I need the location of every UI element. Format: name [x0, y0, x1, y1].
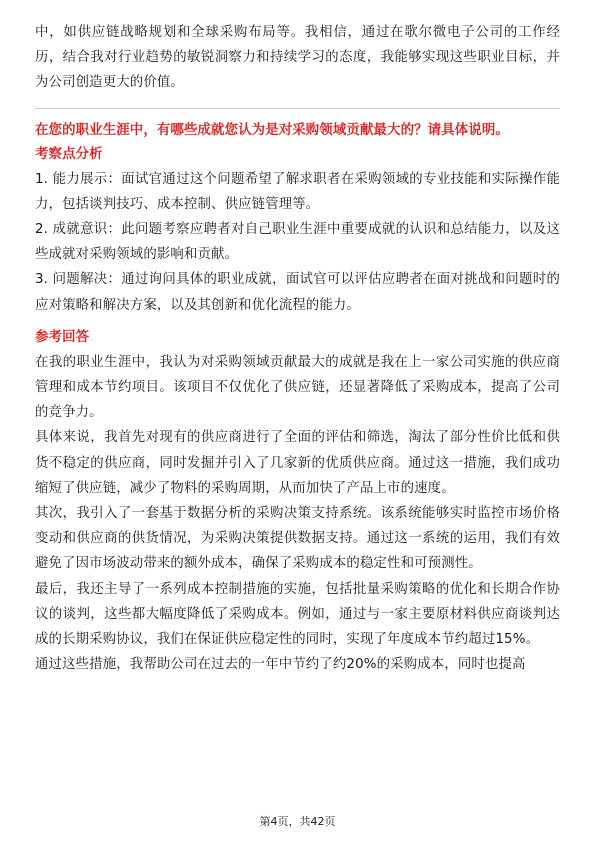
section-gap	[35, 318, 560, 326]
analysis-item: 2. 成就意识：此问题考察应聘者对自己职业生涯中重要成就的认识和总结能力，以及这些成就对采购领域的影响和贡献。	[35, 222, 560, 263]
analysis-item: 3. 问题解决：通过询问具体的职业成就，面试官可以评估应聘者在面对挑战和问题时的应对策略和解决方案，以及其创新和优化流程的能力。	[35, 272, 560, 313]
reference-paragraph: 在我的职业生涯中，我认为对采购领域贡献最大的成就是我在上一家公司实施的供应商管理和成本节约项目。该项目不仅优化了供应链，还显著降低了采购成本，提高了公司的竞争力。	[35, 354, 560, 421]
interview-question: 在您的职业生涯中，有哪些成就您认为是对采购领域贡献最大的？请具体说明。	[35, 122, 509, 138]
intro-paragraph: 中，如供应链战略规划和全球采购布局等。我相信，通过在歌尔微电子公司的工作经历，结合我对行业趋势的敏锐洞察力和持续学习的态度，我能够实现这些职业目标，并为公司创造更大的价值。	[35, 25, 560, 91]
analysis-title: 考察点分析	[35, 146, 103, 162]
reference-title: 参考回答	[35, 329, 90, 345]
reference-paragraph: 通过这些措施，我帮助公司在过去的一年中节约了约20%的采购成本，同时也提高	[35, 657, 526, 673]
reference-paragraph: 具体来说，我首先对现有的供应商进行了全面的评估和筛选，淘汰了部分性价比低和供货不稳定的供应商，同时发掘并引入了几家新的优质供应商。通过这一措施，我们成功缩短了供应链，减少了物料的采购周期，从而加快了产品上市的速度。	[35, 430, 560, 496]
page-number: 第4页，共42页	[259, 815, 336, 828]
reference-paragraph: 其次，我引入了一套基于数据分析的采购决策支持系统。该系统能够实时监控市场价格变动和供应商的供货情况，为采购决策提供数据支持。通过这一系统的运用，我们有效避免了因市场波动带来的额外成本，确保了采购成本的稳定性和可预测性。	[35, 506, 560, 572]
page-content	[35, 20, 560, 677]
reference-paragraph: 最后，我还主导了一系列成本控制措施的实施，包括批量采购策略的优化和长期合作协议的谈判，这些都大幅度降低了采购成本。例如，通过与一家主要原材料供应商谈判达成的长期采购协议，我们在保证供应稳定性的同时，实现了年度成本节约超过15%。	[35, 581, 560, 648]
analysis-item: 1. 能力展示：面试官通过这个问题希望了解求职者在采购领域的专业技能和实际操作能力，包括谈判技巧、成本控制、供应链管理等。	[35, 171, 560, 212]
section-divider	[35, 108, 560, 109]
